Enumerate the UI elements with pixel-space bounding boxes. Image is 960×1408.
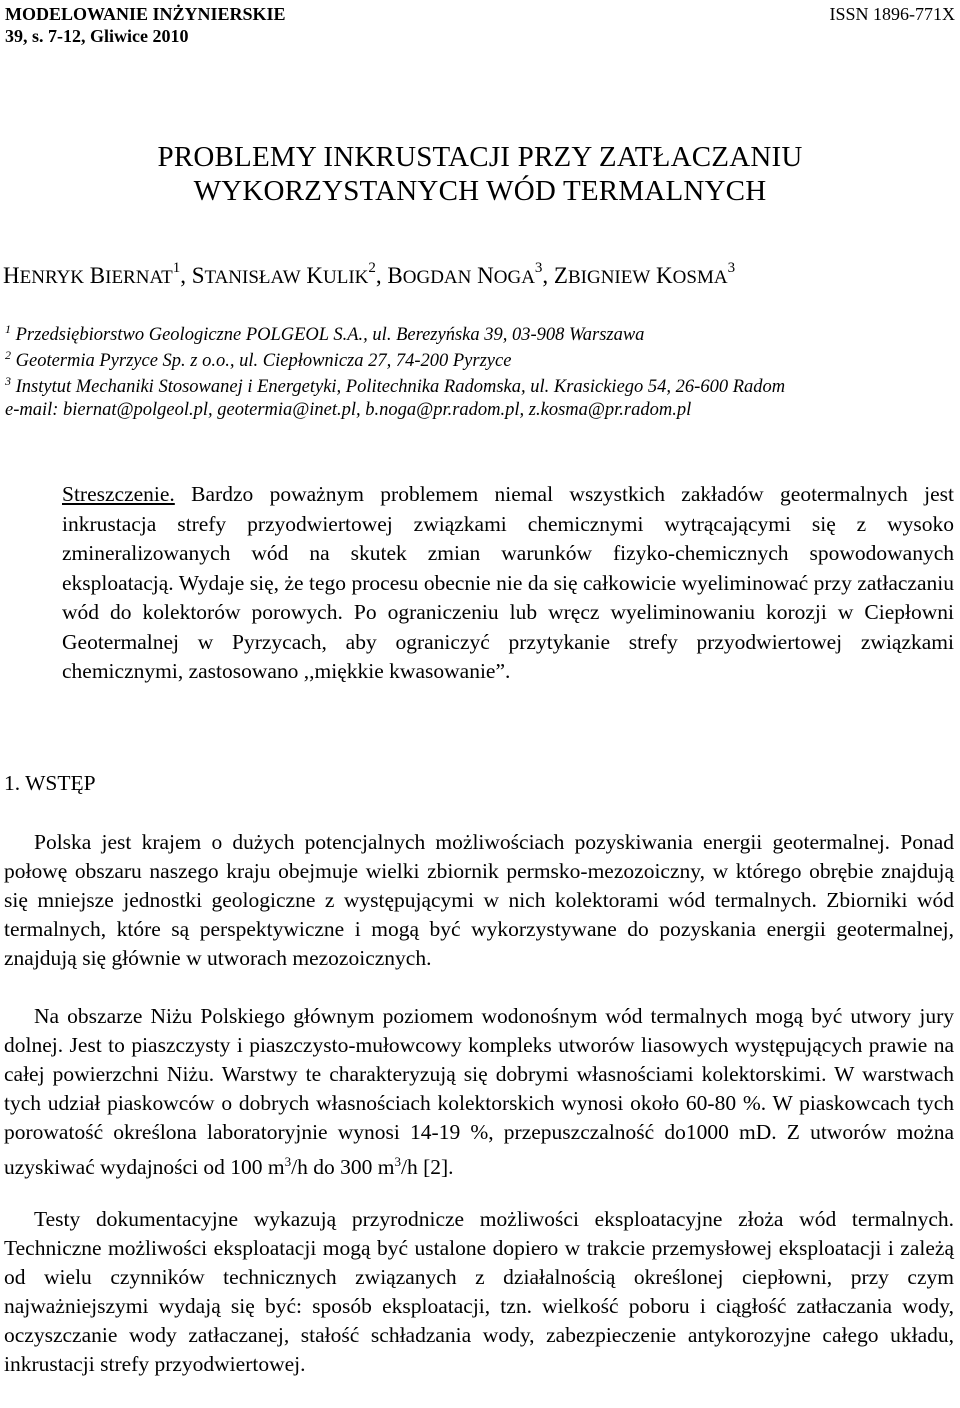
affiliation-3: $^3$ Instytut Mechaniki Stosowanej i Energetyki, Politechnika Radomska, ul. Krasickiego 54, 26-600 Radom — [5, 374, 786, 398]
paragraph-3: Testy dokumentacyjne wykazują przyrodnicze możliwości eksploatacyjne złoża wód termalnych. Techniczne możliwości eksploatacji mogą być ustalone dopiero w trakcie przemysłowej eksploatacji i zależą od wielu czynników technicznych związanych z działalnością określonej ciepłowni, przy czym najważniejszymi wydają się być: sposób eksploatacji, tzn. wielkość poboru i ciągłość zatłaczania wody, oczyszczanie wody zatłaczanej, stałość schładzania wody, zabezpieczenie antykorozyjne całego układu, inkrustacji strefy przyodwiertowej. — [4, 1207, 954, 1376]
author: HENRYK BIERNAT$^1$, — [3, 260, 192, 288]
paragraph-1: Polska jest krajem o dużych potencjalnych możliwościach pozyskiwania energii geotermalnej. Ponad połowę obszaru naszego kraju obejmuje wielki zbiornik permsko-mezozoiczny, w którego obrębie znajdują się mniejsze jednostki geologiczne z występującymi w nich kolektorami wód termalnych. Zbiorniki wód termalnych, które są perspektywiczne i mogą być wykorzystywane do pozyskania energii geotermalnej, znajdują się głównie w utworach mezozoicznych. — [4, 830, 954, 970]
author: BOGDAN NOGA$^3$, — [387, 260, 554, 288]
journal-name: MODELOWANIE INŻYNIERSKIE — [5, 4, 286, 24]
paper-title-line-2: WYKORZYSTANYCH WÓD TERMALNYCH — [193, 175, 767, 207]
author: ZBIGNIEW KOSMA$^3$ — [553, 260, 736, 288]
paragraph-2: Na obszarze Niżu Polskiego głównym poziomem wodonośnym wód termalnych mogą być utwory jury dolnej. Jest to piaszczysty i piaszczysto-mułowcowy kompleks utworów liasowych występujących prawie na całej powierzchni Niżu. Warstwy te charakteryzują się dobrymi własnościami kolektorskimi. W warstwach tych udział piaskowców o dobrych własnościach kolektorskich wynosi około 60-80 %. W piaskowcach tych porowatość określona laboratoryjnie wynosi 14-19 %, przepuszczalność do1000 mD. Z utworów można uzyskiwać wydajności od 100 $m^3/h$ do 300 $m^3/h$ [2]. — [4, 1004, 954, 1180]
abstract — [62, 480, 954, 687]
author: STANISŁAW KULIK$^2$, — [191, 260, 388, 288]
affiliation-1: $^1$ Przedsiębiorstwo Geologiczne POLGEOL S.A., ul. Berezyńska 39, 03-908 Warszawa — [5, 322, 645, 346]
abstract-label: Streszczenie. — [62, 482, 175, 506]
abstract-text: Bardzo poważnym problemem niemal wszystkich zakładów geotermalnych jest inkrustacja strefy przyodwiertowej związkami chemicznymi wytrącającymi się z wysoko zmineralizowanych wód na skutek zmian warunków fizyko-chemicznych spowodowanych eksploatacją. Wydaje się, że tego procesu obecnie nie da się całkowicie wyeliminować przy zatłaczaniu wód do kolektorów porowych. Po ograniczeniu lub wręcz wyeliminowaniu korozji w Ciepłowni Geotermalnej w Pyrzycach, aby ograniczyć przytykanie strefy przyodwiertowej związkami chemicznymi, zastosowano ,,miękkie kwasowanie”. — [62, 482, 954, 683]
paper-title-line-1: PROBLEMY INKRUSTACJI PRZY ZATŁACZANIU — [157, 141, 803, 173]
email-line: e-mail: biernat@polgeol.pl, geotermia@inet.pl, b.noga@pr.radom.pl, z.kosma@pr.radom.pl — [5, 400, 692, 420]
affiliation-2: $^2$ Geotermia Pyrzyce Sp. z o.o., ul. Ciepłownicza 27, 74-200 Pyrzyce — [5, 348, 512, 372]
journal-issue: 39, s. 7-12, Gliwice 2010 — [5, 26, 189, 46]
issn: ISSN 1896-771X — [829, 4, 955, 24]
author-list — [3, 262, 735, 289]
section-heading: 1. WSTĘP — [4, 771, 96, 795]
